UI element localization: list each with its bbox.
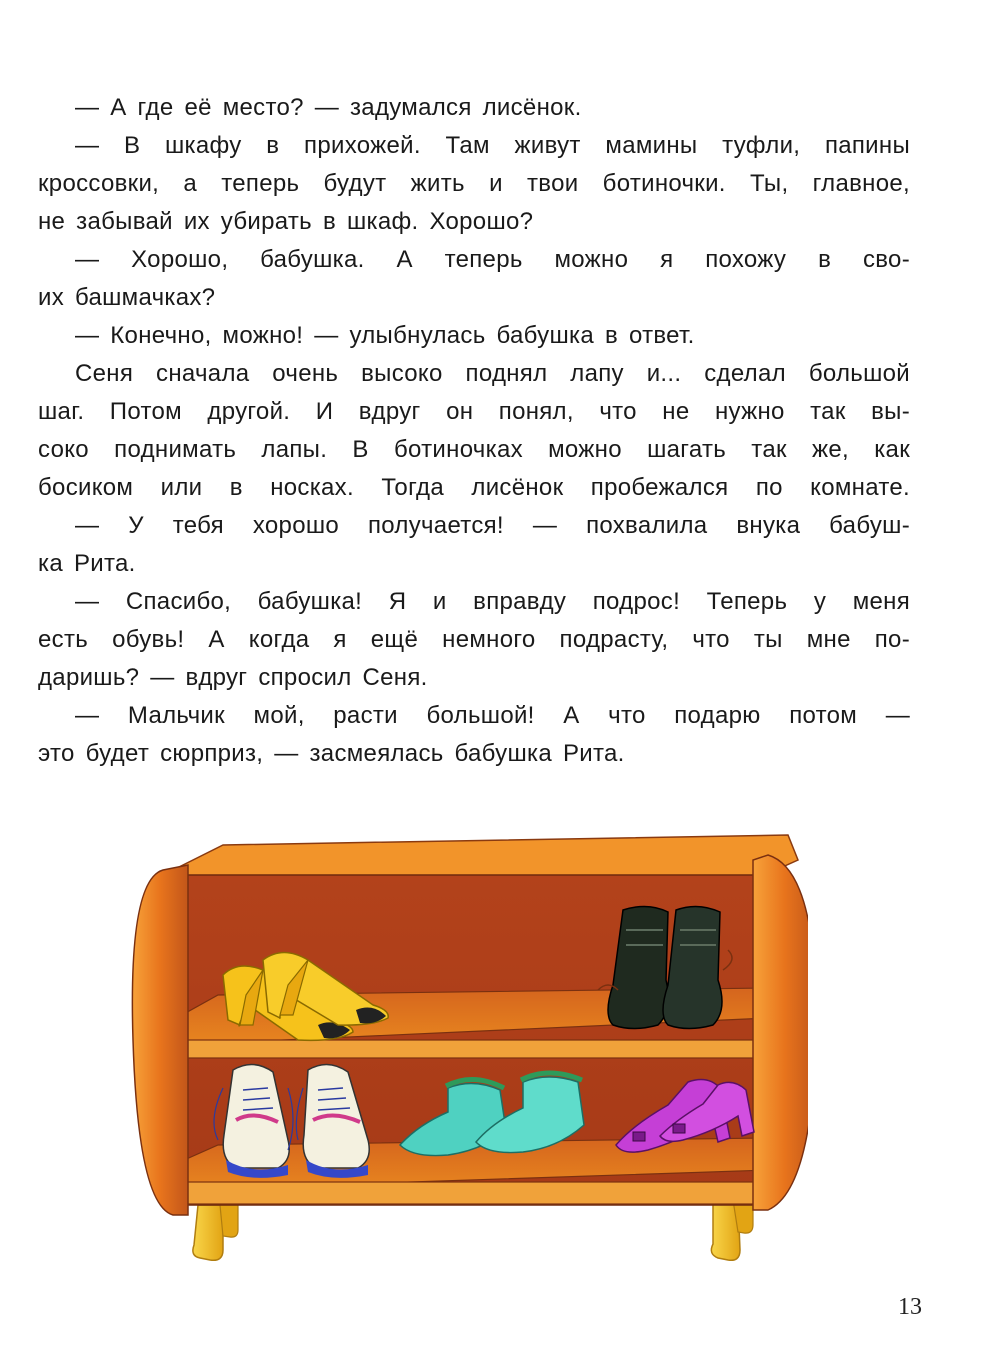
text-line: есть обувь! А когда я ещё немного подрасту, что ты мне по- xyxy=(38,626,910,653)
text-line: — В шкафу в прихожей. Там живут мамины туфли, папины xyxy=(75,132,910,159)
text-line: Сеня сначала очень высоко поднял лапу и... сделал большой xyxy=(75,360,910,387)
text-line: даришь? — вдруг спросил Сеня. xyxy=(38,664,428,691)
cabinet-top xyxy=(153,835,798,880)
text-line: — У тебя хорошо получается! — похвалила внука бабуш- xyxy=(75,512,910,539)
text-line: — Хорошо, бабушка. А теперь можно я похожу в сво- xyxy=(75,246,910,273)
cabinet-left-side xyxy=(132,865,188,1215)
text-line: — Мальчик мой, расти большой! А что подарю потом — xyxy=(75,702,910,729)
text-line: шаг. Потом другой. И вдруг он понял, что не нужно так вы- xyxy=(38,398,910,425)
text-line: ка Рита. xyxy=(38,550,136,577)
text-line: — А где её место? — задумался лисёнок. xyxy=(75,94,582,121)
page-number: 13 xyxy=(898,1294,922,1320)
text-line: — Спасибо, бабушка! Я и вправду подрос! Теперь у меня xyxy=(75,588,910,615)
text-line: это будет сюрприз, — засмеялась бабушка Рита. xyxy=(38,740,625,767)
text-line: их башмачках? xyxy=(38,284,216,311)
text-line: — Конечно, можно! — улыбнулась бабушка в ответ. xyxy=(75,322,695,349)
text-line: не забывай их убирать в шкаф. Хорошо? xyxy=(38,208,534,235)
cabinet-right-side xyxy=(753,855,808,1210)
shoe-cabinet-illustration xyxy=(128,820,808,1280)
cabinet-legs xyxy=(193,1200,753,1260)
text-line: босиком или в носках. Тогда лисёнок пробежался по комнате. xyxy=(38,474,910,501)
text-line: соко поднимать лапы. В ботиночках можно шагать так же, как xyxy=(38,436,910,463)
text-line: кроссовки, а теперь будут жить и твои ботиночки. Ты, главное, xyxy=(38,170,910,197)
